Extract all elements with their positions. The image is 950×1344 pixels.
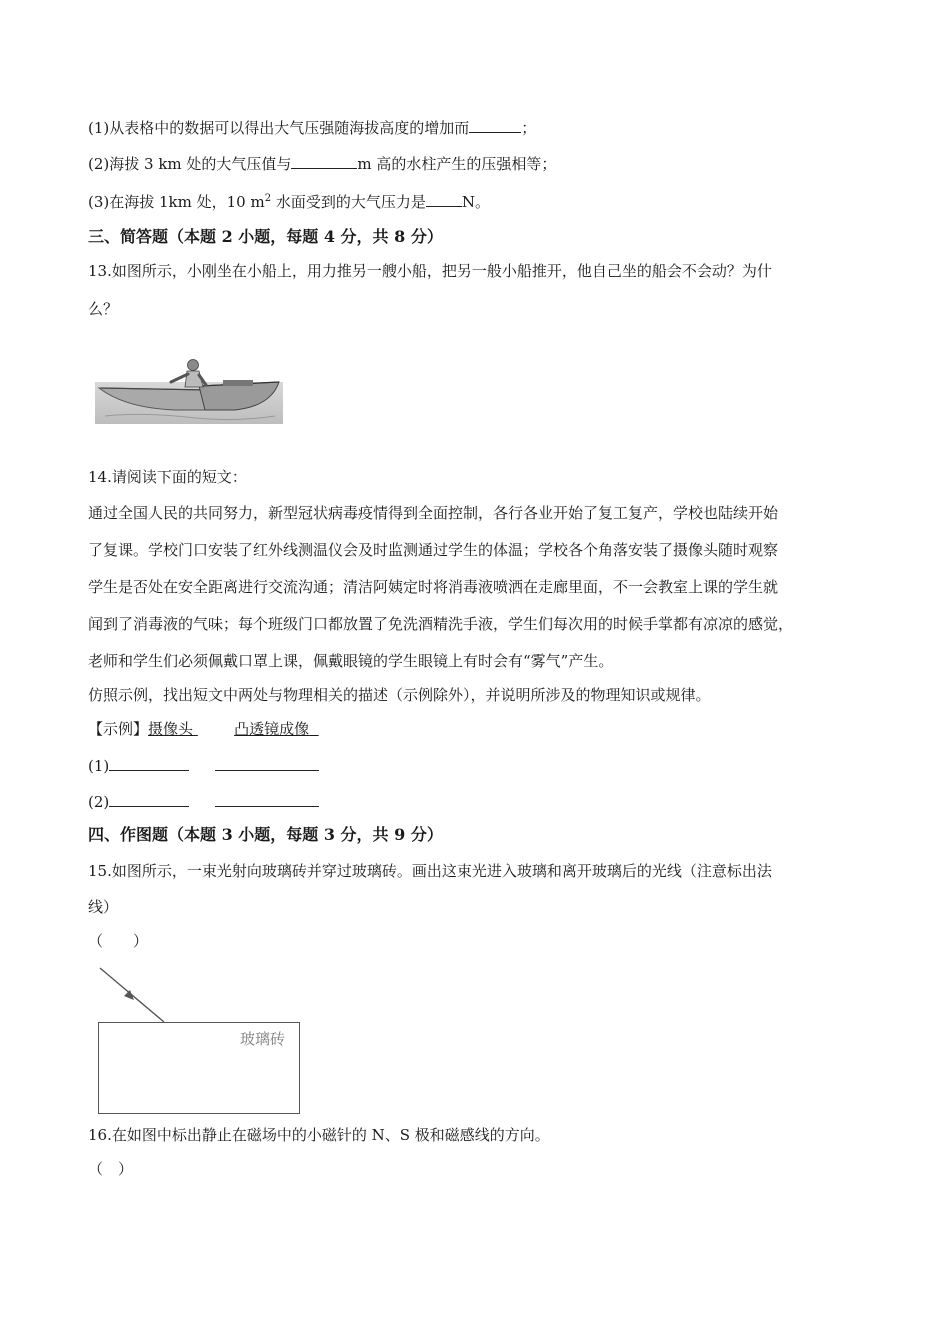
q15-text: 线） [88, 898, 119, 916]
q12-part3: (3)在海拔 1km 处，10 $m^2$ 水面受到的大气压力是 N。 [88, 188, 490, 213]
answer-blank[interactable] [426, 190, 462, 207]
q14-example: 【示例】摄像头 凸透镜成像 [88, 720, 310, 738]
glass-brick-label: 玻璃砖 [240, 1030, 286, 1048]
answer-blank[interactable] [109, 790, 189, 807]
q13-text: 么？ [88, 300, 119, 318]
q14-instruction: 仿照示例，找出短文中两处与物理相关的描述（示例除外），并说明所涉及的物理知识或规律。 [88, 686, 711, 704]
q14-answer-1: (1) [88, 754, 319, 777]
incident-light-ray [96, 964, 176, 1026]
q16-paren: （ ） [88, 1160, 134, 1178]
boat-illustration [95, 352, 283, 424]
q14-answer-2: (2) [88, 790, 319, 813]
answer-blank[interactable] [109, 754, 189, 771]
q14-passage-line: 了复课。学校门口安装了红外线测温仪会及时监测通过学生的体温；学校各个角落安装了摄像头随时观察 [88, 541, 779, 559]
q12-part2: (2)海拔 3 km 处的大气压值与 m 高的水柱产生的压强相等； [88, 152, 556, 175]
q16-text: 16.在如图中标出静止在磁场中的小磁针的 N、S 极和磁感线的方向。 [88, 1126, 550, 1144]
q14-passage-line: 学生是否处在安全距离进行交流沟通；清洁阿姨定时将消毒液喷洒在走廊里面，不一会教室上课的学生就 [88, 578, 779, 596]
q15-text: 15.如图所示，一束光射向玻璃砖并穿过玻璃砖。画出这束光进入玻璃和离开玻璃后的光线（注意标出法 [88, 862, 772, 880]
answer-blank[interactable] [215, 790, 319, 807]
q13-text: 13.如图所示，小刚坐在小船上，用力推另一艘小船，把另一般小船推开，他自己坐的船会不会动？为什 [88, 262, 772, 280]
q14-passage-line: 老师和学生们必须佩戴口罩上课，佩戴眼镜的学生眼镜上有时会有“雾气”产生。 [88, 652, 614, 670]
section-heading: 四、作图题（本题 3 小题，每题 3 分，共 9 分） [88, 825, 443, 844]
q14-title: 14.请阅读下面的短文： [88, 468, 247, 486]
answer-blank[interactable] [469, 116, 521, 133]
q15-paren: （ ） [88, 932, 149, 950]
q14-passage-line: 闻到了消毒液的气味；每个班级门口都放置了免洗酒精洗手液，学生们每次用的时候手掌都有凉凉的感觉， [88, 615, 794, 633]
answer-blank[interactable] [291, 152, 357, 169]
answer-blank[interactable] [215, 754, 319, 771]
section-heading: 三、简答题（本题 2 小题，每题 4 分，共 8 分） [88, 227, 443, 246]
q14-passage-line: 通过全国人民的共同努力，新型冠状病毒疫情得到全面控制，各行各业开始了复工复产，学校也陆续开始 [88, 504, 779, 522]
q12-part1: (1)从表格中的数据可以得出大气压强随海拔高度的增加而 ； [88, 116, 536, 139]
